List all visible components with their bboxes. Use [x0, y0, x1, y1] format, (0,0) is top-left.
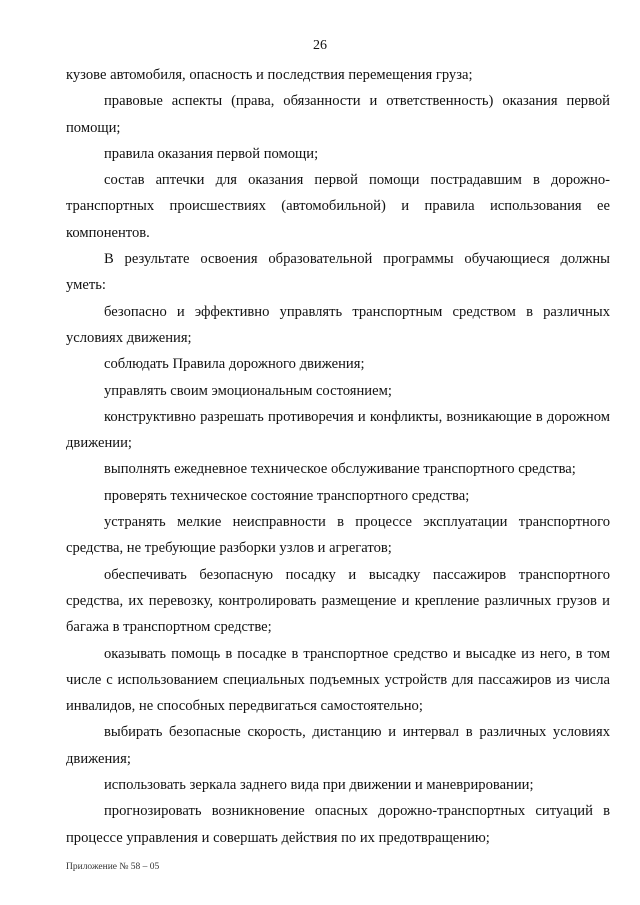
paragraph: В результате освоения образовательной программы обучающиеся должны уметь: — [66, 251, 610, 294]
paragraph: выбирать безопасные скорость, дистанцию и интервал в различных условиях движения; — [66, 724, 610, 767]
paragraph: использовать зеркала заднего вида при движении и маневрировании; — [104, 777, 534, 794]
paragraph: оказывать помощь в посадке в транспортное средство и высадке из него, в том числе с использованием специальных подъемных устройств для пассажиров из числа инвалидов, не способных передвигаться самостоятельно; — [66, 645, 610, 715]
paragraph: безопасно и эффективно управлять транспортным средством в различных условиях движения; — [66, 303, 610, 346]
paragraph-continuation: кузове автомобиля, опасность и последствия перемещения груза; — [66, 67, 473, 83]
paragraph: проверять техническое состояние транспортного средства; — [104, 487, 470, 504]
paragraph: конструктивно разрешать противоречия и конфликты, возникающие в дорожном движении; — [66, 408, 610, 452]
paragraph: правила оказания первой помощи; — [104, 145, 319, 162]
paragraph: обеспечивать безопасную посадку и высадку пассажиров транспортного средства, их перевозку, контролировать размещение и крепление различных грузов и багажа в транспортном средстве; — [66, 566, 610, 636]
page-number: 26 — [313, 38, 327, 53]
paragraph: соблюдать Правила дорожного движения; — [104, 356, 365, 373]
paragraph: состав аптечки для оказания первой помощи пострадавшим в дорожно-транспортных происшествиях (автомобильной) и правила использования ее компонентов. — [66, 172, 610, 241]
paragraph: правовые аспекты (права, обязанности и ответственность) оказания первой помощи; — [66, 93, 610, 136]
paragraph: выполнять ежедневное техническое обслуживание транспортного средства; — [104, 461, 576, 478]
body-text — [66, 62, 610, 851]
footer-note: Приложение № 58 – 05 — [66, 862, 160, 872]
paragraph: управлять своим эмоциональным состоянием; — [104, 382, 392, 399]
paragraph: устранять мелкие неисправности в процессе эксплуатации транспортного средства, не требующие разборки узлов и агрегатов; — [66, 514, 610, 557]
paragraph: прогнозировать возникновение опасных дорожно-транспортных ситуаций в процессе управления и совершать действия по их предотвращению; — [66, 803, 610, 846]
